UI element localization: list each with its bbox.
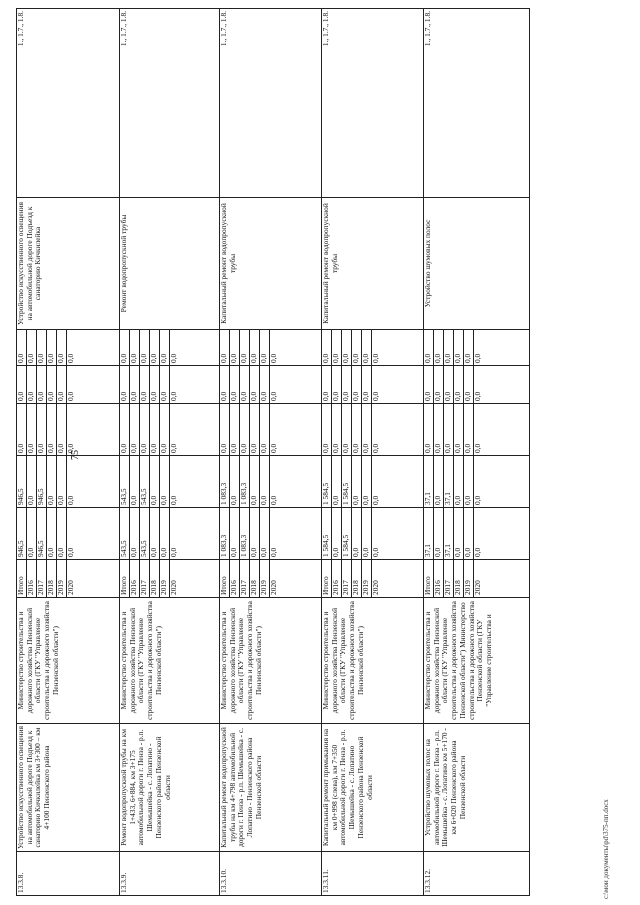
period-value: 2017 xyxy=(140,560,150,597)
expected-result: Устройство искусственного освещения на автомобильной дороге Подъезд к санаторию Кичкилейка xyxy=(17,198,120,330)
table-row xyxy=(220,9,322,896)
total-funding-value: 0,0 xyxy=(150,508,160,559)
regional-budget-value: 1 083,3 xyxy=(220,456,230,507)
regional-budget-value: 0,0 xyxy=(473,495,482,505)
federal-budget-value: 0,0 xyxy=(322,404,332,455)
total-funding-value: 1 584,5 xyxy=(322,508,332,559)
federal-budget-value: 0,0 xyxy=(260,404,270,455)
period xyxy=(120,560,220,598)
regional-budget-value: 0,0 xyxy=(169,495,178,505)
other-sources-value: 0,0 xyxy=(371,353,380,363)
period-value: 2020 xyxy=(169,580,178,595)
row-code: 13.3.12. xyxy=(424,852,530,896)
row-code: 13.3.9. xyxy=(120,852,220,896)
other-sources-value: 0,0 xyxy=(434,330,444,365)
federal-budget-value: 0,0 xyxy=(17,404,27,455)
total-funding-value: 0,0 xyxy=(464,508,474,559)
total-funding-value: 543,5 xyxy=(140,508,150,559)
regional-budget-value: 946,5 xyxy=(37,456,47,507)
period-value: 2018 xyxy=(454,560,464,597)
local-budget-value: 0,0 xyxy=(169,391,178,401)
federal-budget xyxy=(220,404,322,456)
table-row xyxy=(17,9,120,896)
local-budget-value: 0,0 xyxy=(140,366,150,403)
local-budget-value: 0,0 xyxy=(260,366,270,403)
federal-budget-value: 0,0 xyxy=(464,404,474,455)
local-budget-value: 0,0 xyxy=(17,366,27,403)
regional-budget-value: 946,5 xyxy=(17,456,27,507)
local-budget-value: 0,0 xyxy=(322,366,332,403)
local-budget xyxy=(424,366,530,404)
other-sources-value: 0,0 xyxy=(27,330,37,365)
regional-budget-value: 0,0 xyxy=(150,456,160,507)
row-code: 13.3.11. xyxy=(322,852,424,896)
local-budget-value: 0,0 xyxy=(434,366,444,403)
other-sources-value: 0,0 xyxy=(269,353,278,363)
period-value: Итого xyxy=(120,560,130,597)
period-value: Итого xyxy=(424,560,434,597)
other-sources-value: 0,0 xyxy=(130,330,140,365)
other-sources-value: 0,0 xyxy=(362,330,372,365)
period xyxy=(17,560,120,598)
federal-budget-value: 0,0 xyxy=(454,404,464,455)
local-budget-value: 0,0 xyxy=(220,366,230,403)
other-sources-value: 0,0 xyxy=(260,330,270,365)
executor: Министерство строительства и дорожного хозяйства Пензенской области (ГКУ "Управление строительства и дорожного хозяйства Пензенской области") xyxy=(17,598,120,724)
federal-budget-value: 0,0 xyxy=(57,404,67,455)
other-sources-value: 0,0 xyxy=(37,330,47,365)
other-sources-value: 0,0 xyxy=(322,330,332,365)
other-sources-value: 0,0 xyxy=(17,330,27,365)
federal-budget-value: 0,0 xyxy=(220,404,230,455)
activity-name: Капитальный ремонт водопропускной трубы на км 4+798 автомобильной дороги г. Пенза - р.п. Шемышейка - с. Лопатино - Пензенского района Пензенской области xyxy=(220,724,322,852)
regional-budget-value: 37,1 xyxy=(424,456,434,507)
regional-budget-value: 0,0 xyxy=(464,456,474,507)
regional-budget-value: 1 083,3 xyxy=(240,456,250,507)
federal-budget-value: 0,0 xyxy=(434,404,444,455)
regional-budget-value: 0,0 xyxy=(27,456,37,507)
other-sources-value: 0,0 xyxy=(424,330,434,365)
activity-name: Ремонт водопропускной трубы на км 1+433, 6+884, км 3+175 автомобильной дороги г. Пенза - р.п. Шемышейка - с. Лопатино - Пензенского района Пензенской области xyxy=(120,724,220,852)
local-budget-value: 0,0 xyxy=(66,391,75,401)
total-funding-value: 0,0 xyxy=(47,508,57,559)
total-funding-value: 0,0 xyxy=(332,508,342,559)
program-table xyxy=(16,8,530,896)
regional-budget-value: 0,0 xyxy=(47,456,57,507)
period-value: 2017 xyxy=(240,560,250,597)
other-sources xyxy=(220,330,322,366)
other-sources-value: 0,0 xyxy=(160,330,170,365)
federal-budget xyxy=(17,404,120,456)
other-sources-value: 0,0 xyxy=(240,330,250,365)
total-funding-value: 0,0 xyxy=(169,547,178,557)
federal-budget xyxy=(322,404,424,456)
local-budget-value: 0,0 xyxy=(160,366,170,403)
total-funding-value: 0,0 xyxy=(269,547,278,557)
regional-budget xyxy=(220,456,322,508)
total-funding-value: 0,0 xyxy=(230,508,240,559)
period-value: 2017 xyxy=(37,560,47,597)
other-sources-value: 0,0 xyxy=(342,330,352,365)
period-value: 2019 xyxy=(362,560,372,597)
period-value: 2019 xyxy=(464,560,474,597)
regional-budget-value: 0,0 xyxy=(160,456,170,507)
local-budget-value: 0,0 xyxy=(424,366,434,403)
total-funding xyxy=(120,508,220,560)
regional-budget-value: 0,0 xyxy=(230,456,240,507)
local-budget-value: 0,0 xyxy=(352,366,362,403)
period-value: 2020 xyxy=(473,580,482,595)
period-value: 2019 xyxy=(160,560,170,597)
other-sources-value: 0,0 xyxy=(464,330,474,365)
regional-budget-value: 0,0 xyxy=(454,456,464,507)
total-funding-value: 0,0 xyxy=(250,508,260,559)
other-sources-value: 0,0 xyxy=(140,330,150,365)
total-funding-value: 0,0 xyxy=(362,508,372,559)
other-sources-value: 0,0 xyxy=(169,353,178,363)
regional-budget-value: 0,0 xyxy=(352,456,362,507)
local-budget-value: 0,0 xyxy=(473,391,482,401)
federal-budget xyxy=(424,404,530,456)
federal-budget-value: 0,0 xyxy=(473,443,482,453)
total-funding xyxy=(17,508,120,560)
regional-budget-value: 543,5 xyxy=(120,456,130,507)
expected-result: Устройство шумовых полос xyxy=(424,198,530,330)
total-funding xyxy=(322,508,424,560)
federal-budget-value: 0,0 xyxy=(150,404,160,455)
other-sources xyxy=(17,330,120,366)
total-funding-value: 543,5 xyxy=(120,508,130,559)
period-value: 2019 xyxy=(260,560,270,597)
total-funding-value: 1 083,3 xyxy=(220,508,230,559)
other-sources-value: 0,0 xyxy=(352,330,362,365)
other-sources-value: 0,0 xyxy=(220,330,230,365)
local-budget-value: 0,0 xyxy=(150,366,160,403)
federal-budget-value: 0,0 xyxy=(230,404,240,455)
period-value: 2016 xyxy=(332,560,342,597)
regional-budget-value: 0,0 xyxy=(434,456,444,507)
local-budget-value: 0,0 xyxy=(444,366,454,403)
federal-budget-value: 0,0 xyxy=(140,404,150,455)
indicator-refs: 1., 1.7., 1.8. xyxy=(220,9,322,198)
row-code: 13.3.10. xyxy=(220,852,322,896)
local-budget-value: 0,0 xyxy=(120,366,130,403)
federal-budget-value: 0,0 xyxy=(444,404,454,455)
indicator-refs: 1., 1.7., 1.8. xyxy=(424,9,530,198)
table-row xyxy=(322,9,424,896)
period-value: 2018 xyxy=(352,560,362,597)
local-budget-value: 0,0 xyxy=(269,391,278,401)
period-value: 2016 xyxy=(27,560,37,597)
other-sources-value: 0,0 xyxy=(454,330,464,365)
total-funding-value: 1 083,3 xyxy=(240,508,250,559)
local-budget-value: 0,0 xyxy=(47,366,57,403)
activity-name: Капитальный ремонт примыкания на км 0+998 (слева), км 7+350 автомобильной дороги г. Пенза - р.п. Шемышейка - с. Лопатино Пензенского района Пензенской области xyxy=(322,724,424,852)
expected-result: Капитальный ремонт водопропускной трубы xyxy=(322,198,424,330)
federal-budget-value: 0,0 xyxy=(120,404,130,455)
local-budget-value: 0,0 xyxy=(37,366,47,403)
other-sources-value: 0,0 xyxy=(230,330,240,365)
regional-budget-value: 1 584,5 xyxy=(322,456,332,507)
regional-budget-value: 543,5 xyxy=(140,456,150,507)
federal-budget-value: 0,0 xyxy=(160,404,170,455)
federal-budget xyxy=(120,404,220,456)
regional-budget-value: 0,0 xyxy=(269,495,278,505)
page-number: 75 xyxy=(70,450,81,460)
other-sources-value: 0,0 xyxy=(332,330,342,365)
period-value: 2020 xyxy=(371,580,380,595)
period xyxy=(424,560,530,598)
total-funding-value: 0,0 xyxy=(130,508,140,559)
table-row xyxy=(120,9,220,896)
regional-budget-value: 0,0 xyxy=(332,456,342,507)
other-sources-value: 0,0 xyxy=(120,330,130,365)
executor: Министерство строительства и дорожного хозяйства Пензенской области (ГКУ "Управление строительства и дорожного хозяйства Пензенской области") xyxy=(220,598,322,724)
total-funding-value: 37,1 xyxy=(424,508,434,559)
federal-budget-value: 0,0 xyxy=(169,443,178,453)
local-budget xyxy=(120,366,220,404)
executor: Министерство строительства и дорожного хозяйства Пензенской области (ГКУ "Управление строительства и дорожного хозяйства Пензенской области") Министерство строительства и дорожного хозяйства Пензенской области (ГКУ "Управление строительства и xyxy=(424,598,530,724)
federal-budget-value: 0,0 xyxy=(47,404,57,455)
federal-budget-value: 0,0 xyxy=(424,404,434,455)
federal-budget-value: 0,0 xyxy=(66,443,75,453)
other-sources-value: 0,0 xyxy=(150,330,160,365)
period-value: 2018 xyxy=(150,560,160,597)
total-funding-value: 0,0 xyxy=(434,508,444,559)
local-budget-value: 0,0 xyxy=(342,366,352,403)
federal-budget-value: 0,0 xyxy=(362,404,372,455)
regional-budget-value: 0,0 xyxy=(371,495,380,505)
executor: Министерство строительства и дорожного хозяйства Пензенской области (ГКУ "Управление строительства и дорожного хозяйства Пензенской области") xyxy=(322,598,424,724)
period-value: 2020 xyxy=(66,580,75,595)
other-sources-value: 0,0 xyxy=(66,353,75,363)
total-funding xyxy=(424,508,530,560)
other-sources xyxy=(424,330,530,366)
federal-budget-value: 0,0 xyxy=(130,404,140,455)
period-value: Итого xyxy=(220,560,230,597)
total-funding-value: 946,5 xyxy=(17,508,27,559)
indicator-refs: 1., 1.7., 1.8. xyxy=(120,9,220,198)
regional-budget xyxy=(120,456,220,508)
federal-budget-value: 0,0 xyxy=(37,404,47,455)
regional-budget-value: 37,1 xyxy=(444,456,454,507)
total-funding xyxy=(220,508,322,560)
period-value: 2017 xyxy=(444,560,454,597)
local-budget xyxy=(220,366,322,404)
activity-name: Устройство шумовых полос на автомобильной дороге г. Пенза - р.п. Шемышейка - с. Лопатино км 5+170 - км 6+020 Пензенского района Пензенской области xyxy=(424,724,530,852)
period-value: 2016 xyxy=(130,560,140,597)
federal-budget-value: 0,0 xyxy=(269,443,278,453)
activity-name: Устройство искусственного освещения на автомобильной дороге Подъезд к санаторию Кичкилейка км 3+300 – км 4+100 Пензенского района xyxy=(17,724,120,852)
regional-budget-value: 0,0 xyxy=(250,456,260,507)
local-budget-value: 0,0 xyxy=(454,366,464,403)
local-budget-value: 0,0 xyxy=(362,366,372,403)
table-row xyxy=(424,9,530,896)
period xyxy=(220,560,322,598)
other-sources xyxy=(120,330,220,366)
period-value: Итого xyxy=(322,560,332,597)
other-sources-value: 0,0 xyxy=(47,330,57,365)
local-budget-value: 0,0 xyxy=(332,366,342,403)
total-funding-value: 0,0 xyxy=(260,508,270,559)
indicator-refs: 1., 1.7., 1.8. xyxy=(322,9,424,198)
other-sources-value: 0,0 xyxy=(57,330,67,365)
expected-result: Капитальный ремонт водопропускной трубы xyxy=(220,198,322,330)
regional-budget xyxy=(424,456,530,508)
period-value: 2016 xyxy=(434,560,444,597)
local-budget-value: 0,0 xyxy=(464,366,474,403)
total-funding-value: 0,0 xyxy=(27,508,37,559)
local-budget-value: 0,0 xyxy=(57,366,67,403)
total-funding-value: 0,0 xyxy=(160,508,170,559)
federal-budget-value: 0,0 xyxy=(27,404,37,455)
expected-result: Ремонт водопропускной трубы xyxy=(120,198,220,330)
footer-file-path: c:\мои документы\pd\375-пп.docx xyxy=(602,799,610,899)
federal-budget-value: 0,0 xyxy=(332,404,342,455)
regional-budget-value: 0,0 xyxy=(66,495,75,505)
period-value: 2017 xyxy=(342,560,352,597)
total-funding-value: 1 584,5 xyxy=(342,508,352,559)
other-sources-value: 0,0 xyxy=(250,330,260,365)
federal-budget-value: 0,0 xyxy=(352,404,362,455)
period-value: Итого xyxy=(17,560,27,597)
local-budget-value: 0,0 xyxy=(130,366,140,403)
period-value: 2019 xyxy=(57,560,67,597)
local-budget-value: 0,0 xyxy=(250,366,260,403)
other-sources-value: 0,0 xyxy=(473,353,482,363)
federal-budget-value: 0,0 xyxy=(371,443,380,453)
period-value: 2016 xyxy=(230,560,240,597)
federal-budget-value: 0,0 xyxy=(240,404,250,455)
total-funding-value: 0,0 xyxy=(473,547,482,557)
period-value: 2018 xyxy=(250,560,260,597)
total-funding-value: 0,0 xyxy=(454,508,464,559)
federal-budget-value: 0,0 xyxy=(342,404,352,455)
row-code: 13.3.8. xyxy=(17,852,120,896)
period-value: 2020 xyxy=(269,580,278,595)
regional-budget-value: 1 584,5 xyxy=(342,456,352,507)
indicator-refs: 1., 1.7., 1.8. xyxy=(17,9,120,198)
period xyxy=(322,560,424,598)
total-funding-value: 946,5 xyxy=(37,508,47,559)
other-sources-value: 0,0 xyxy=(444,330,454,365)
local-budget-value: 0,0 xyxy=(27,366,37,403)
local-budget xyxy=(322,366,424,404)
regional-budget-value: 0,0 xyxy=(130,456,140,507)
total-funding-value: 37,1 xyxy=(444,508,454,559)
local-budget-value: 0,0 xyxy=(230,366,240,403)
total-funding-value: 0,0 xyxy=(66,547,75,557)
other-sources xyxy=(322,330,424,366)
federal-budget-value: 0,0 xyxy=(250,404,260,455)
total-funding-value: 0,0 xyxy=(57,508,67,559)
local-budget-value: 0,0 xyxy=(371,391,380,401)
local-budget-value: 0,0 xyxy=(240,366,250,403)
total-funding-value: 0,0 xyxy=(371,547,380,557)
regional-budget-value: 0,0 xyxy=(362,456,372,507)
regional-budget-value: 0,0 xyxy=(57,456,67,507)
regional-budget-value: 0,0 xyxy=(260,456,270,507)
period-value: 2018 xyxy=(47,560,57,597)
regional-budget xyxy=(322,456,424,508)
regional-budget xyxy=(17,456,120,508)
local-budget xyxy=(17,366,120,404)
executor: Министерство строительства и дорожного хозяйства Пензенской области (ГКУ "Управление строительства и дорожного хозяйства Пензенской области") xyxy=(120,598,220,724)
total-funding-value: 0,0 xyxy=(352,508,362,559)
